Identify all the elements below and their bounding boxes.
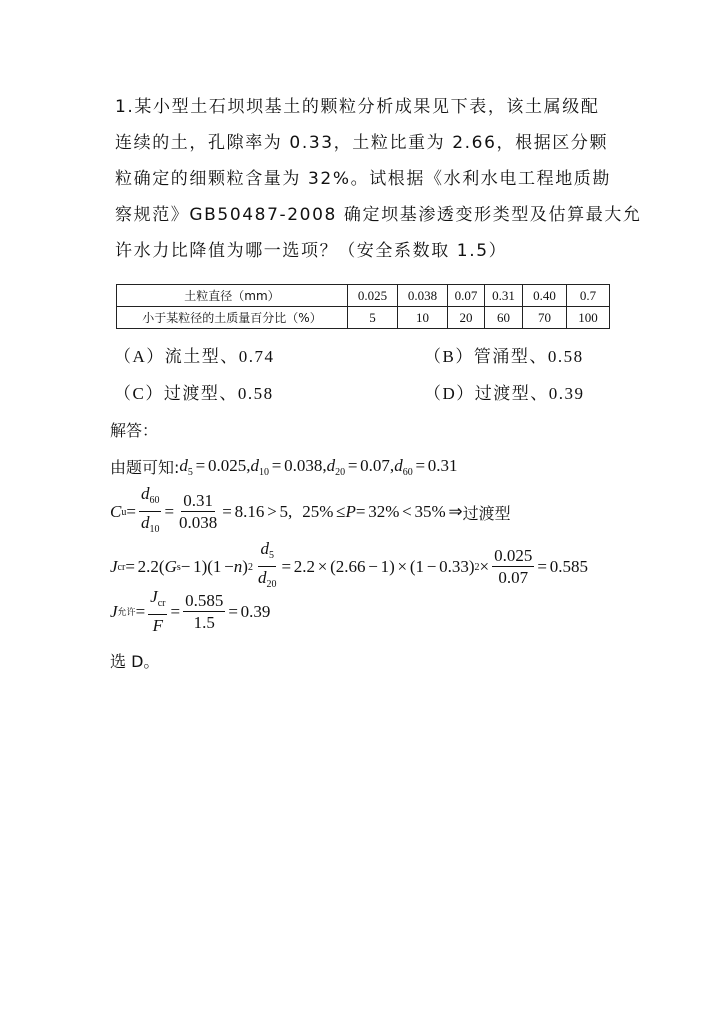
- table-cell: 0.31: [485, 285, 523, 307]
- table-cell: 100: [567, 307, 610, 329]
- formula-part: ): [242, 557, 248, 576]
- formula-part: 10: [259, 466, 269, 478]
- formula-part: d: [260, 539, 269, 558]
- question-line: 1.某小型土石坝坝基土的颗粒分析成果见下表，该土属级配: [115, 97, 600, 117]
- table-cell: 10: [398, 307, 448, 329]
- formula-part: d: [140, 484, 150, 503]
- formula-part: J: [150, 587, 158, 606]
- formula-part: 0.585: [185, 590, 224, 610]
- table-row: [117, 285, 610, 307]
- formula-part: = 0.038,: [269, 455, 327, 475]
- formula-part: = 32% < 35% ⇒: [355, 502, 463, 521]
- formula-part: C: [110, 502, 122, 521]
- formula-part: = 0.07,: [345, 455, 395, 475]
- formula-part: 25% ≤: [302, 502, 346, 521]
- formula-part: 过渡型: [462, 503, 511, 523]
- formula-part: 5: [187, 466, 193, 478]
- formula-part: 5: [268, 550, 274, 561]
- formula-part: = 8.16 > 5,: [222, 502, 293, 521]
- given-d5: [179, 456, 250, 478]
- formula-part: 2: [474, 561, 480, 573]
- table-cell: 0.025: [348, 285, 398, 307]
- formula-part: 60: [402, 466, 413, 478]
- formula-part: 0.31: [183, 491, 214, 510]
- formula-part: [151, 615, 165, 637]
- formula-part: 0.07: [498, 568, 529, 587]
- table-cell: 5: [348, 307, 398, 329]
- question-line: 许水力比降值为哪一选项？（安全系数取 1.5）: [115, 241, 508, 261]
- formula-part: J: [110, 557, 118, 576]
- grain-size-table: [116, 284, 610, 329]
- table-cell: 20: [448, 307, 485, 329]
- formula-part: 20: [335, 466, 346, 478]
- cu-formula: [110, 483, 511, 541]
- fraction: [148, 586, 167, 637]
- fraction: [139, 483, 162, 541]
- formula-part: 60: [149, 495, 160, 506]
- formula-part: − 1)(1 −: [180, 557, 234, 576]
- formula-part: = 0.025,: [192, 455, 251, 475]
- formula-part: d: [140, 513, 150, 532]
- formula-part: d: [179, 455, 188, 475]
- jallow-formula: [110, 586, 270, 637]
- formula-part: d: [257, 568, 267, 587]
- formula-part: =: [126, 502, 136, 521]
- given-values: [110, 455, 458, 478]
- option-c: （C）过渡型、0.58: [114, 384, 274, 403]
- formula-part: [258, 538, 276, 567]
- formula-part: s: [176, 561, 181, 573]
- given-d10: [251, 456, 327, 478]
- formula-part: = 2.2 × (2.66 − 1) × (1 − 0.33): [281, 557, 475, 576]
- table-cell: 0.7: [567, 285, 610, 307]
- formula-part: 1.5: [193, 612, 215, 632]
- table-cell: 60: [485, 307, 523, 329]
- formula-part: n: [233, 557, 243, 576]
- given-d60: [394, 456, 457, 478]
- formula-part: F: [152, 616, 164, 635]
- formula-part: 2: [247, 561, 253, 573]
- fraction: [492, 545, 534, 589]
- formula-part: 允许: [117, 608, 136, 618]
- formula-part: 10: [149, 524, 160, 535]
- formula-part: d: [394, 455, 403, 475]
- option-a: （A）流土型、0.74: [114, 347, 275, 366]
- formula-part: P: [345, 502, 356, 521]
- row-label: 小于某粒径的土质量百分比（%）: [117, 307, 348, 329]
- formula-part: J: [110, 601, 118, 621]
- question-line: 察规范》GB50487-2008 确定坝基渗透变形类型及估算最大允: [115, 205, 642, 225]
- formula-part: [117, 285, 610, 329]
- formula-part: G: [164, 557, 177, 576]
- table-row: [117, 307, 610, 329]
- formula-part: cr: [117, 561, 126, 573]
- table-cell: 0.40: [523, 285, 567, 307]
- formula-part: [139, 512, 162, 541]
- formula-part: u: [121, 506, 127, 518]
- formula-part: d: [250, 455, 259, 475]
- formula-part: cr: [157, 598, 166, 609]
- fraction: [177, 490, 219, 534]
- row-label: 土粒直径（mm）: [117, 285, 348, 307]
- formula-part: =: [135, 601, 146, 621]
- formula-part: = 0.39: [228, 601, 271, 621]
- option-d: （D）过渡型、0.39: [424, 384, 585, 403]
- formula-part: 由题可知:: [110, 458, 180, 477]
- option-b: （B）管涌型、0.58: [424, 347, 584, 366]
- formula-part: 0.038: [179, 513, 218, 532]
- formula-part: = 0.31: [412, 455, 458, 475]
- given-d20: [327, 456, 395, 478]
- formula-part: 20: [266, 579, 277, 590]
- table-cell: 70: [523, 307, 567, 329]
- formula-part: = 0.585: [537, 557, 588, 576]
- question-line: 粒确定的细颗粒含量为 32%。试根据《水利水电工程地质勘: [115, 169, 611, 189]
- answer-choice-text: 选 D。: [110, 652, 160, 671]
- formula-part: [139, 483, 162, 512]
- answer-heading: [110, 418, 158, 441]
- answer-choice: [110, 649, 159, 672]
- formula-part: 0.025: [494, 546, 533, 565]
- formula-part: d: [326, 455, 336, 475]
- question-line: 连续的土，孔隙率为 0.33，土粒比重为 2.66，根据区分颗: [115, 133, 609, 153]
- table-cell: 0.038: [398, 285, 448, 307]
- formula-part: [148, 586, 167, 615]
- formula-part: ×: [479, 557, 490, 576]
- formula-part: = 2.2(: [125, 557, 165, 576]
- formula-part: =: [170, 601, 181, 621]
- table-cell: 0.07: [448, 285, 485, 307]
- answer-heading-text: 解答：: [110, 421, 159, 440]
- formula-part: =: [164, 502, 175, 521]
- fraction: [183, 590, 225, 634]
